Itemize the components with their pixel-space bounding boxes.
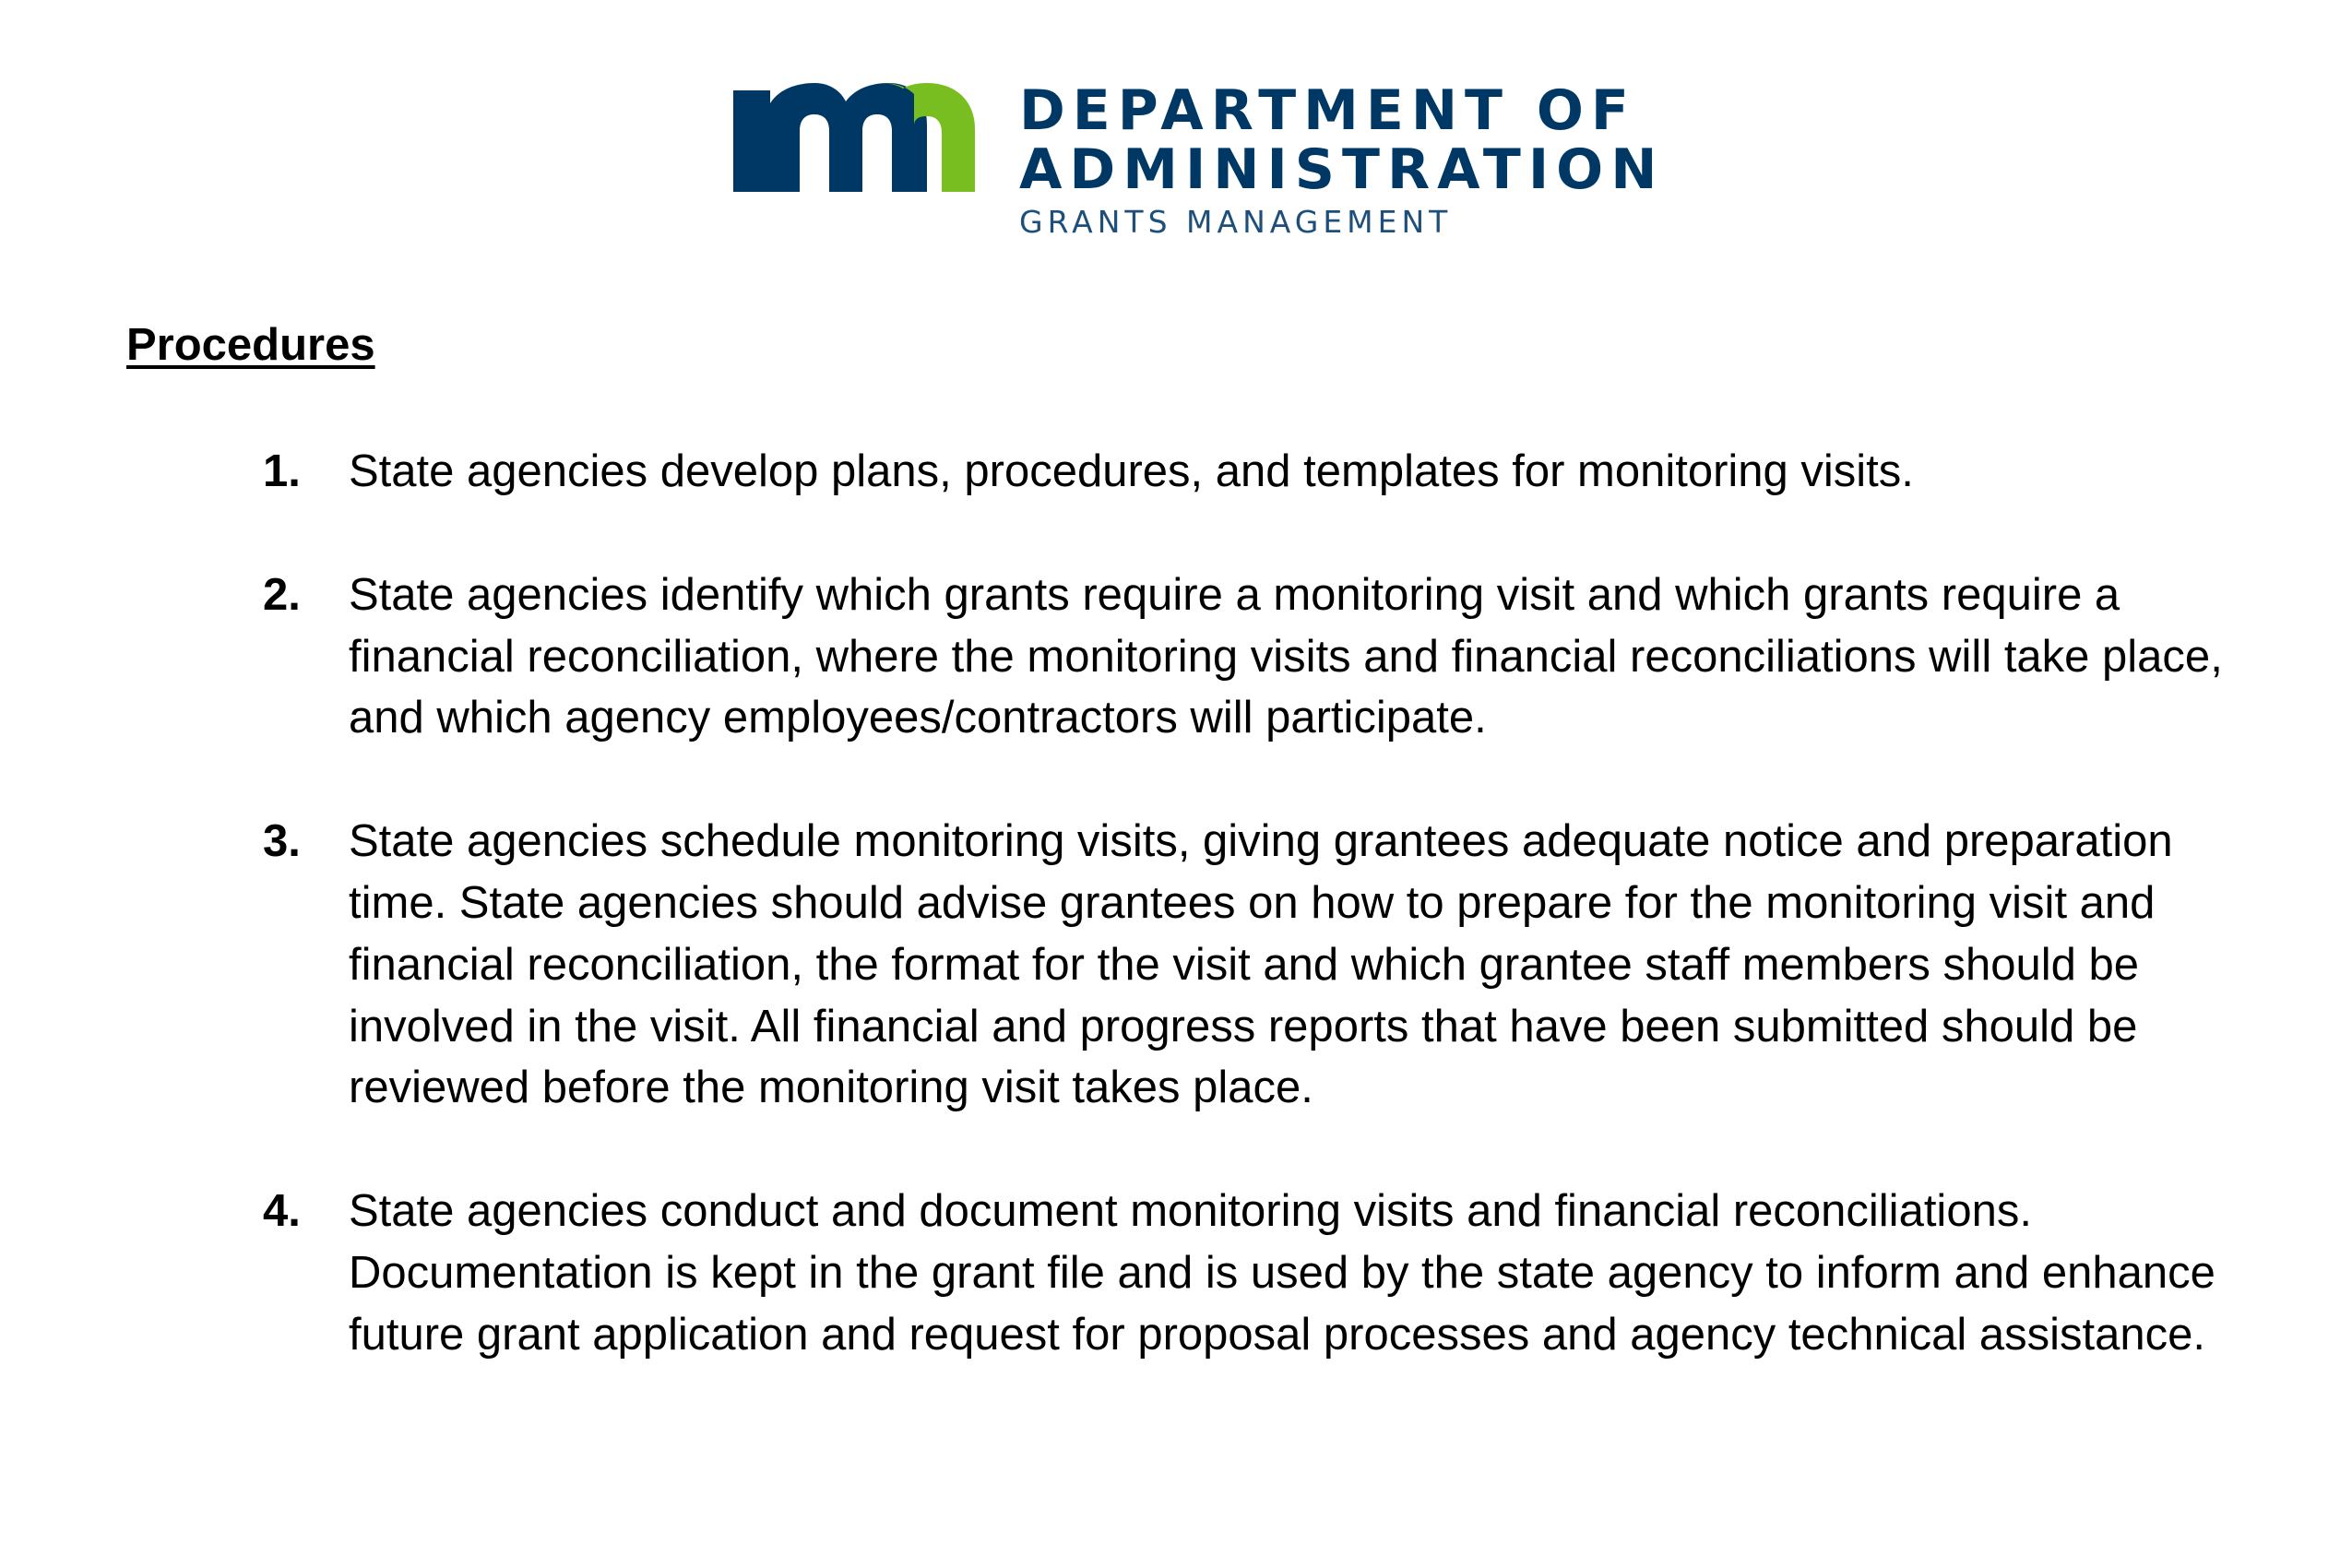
procedure-item-2 bbox=[263, 564, 2237, 749]
procedure-item-1 bbox=[263, 441, 2237, 503]
procedure-item-4 bbox=[263, 1181, 2237, 1365]
procedure-number: 4. bbox=[263, 1186, 301, 1237]
wordmark-line-administration: ADMINISTRATION bbox=[1019, 137, 1665, 202]
procedure-item-3 bbox=[263, 811, 2237, 1119]
wordmark-line-grants-management: GRANTS MANAGEMENT bbox=[1019, 204, 1453, 240]
procedure-text: State agencies develop plans, procedures, and templates for monitoring visits. bbox=[349, 446, 1914, 496]
section-heading: Procedures bbox=[126, 320, 375, 370]
wordmark-line-department: DEPARTMENT OF bbox=[1019, 78, 1636, 143]
procedure-text: State agencies schedule monitoring visits, giving grantees adequate notice and preparation time. State agencies should advise grantees on how to prepare for the monitoring visit and financial reconciliation, the format for the visit and which grantee staff members should be involved in the visit. All financial and progress reports that have been submitted should be reviewed before the monitoring visit takes place. bbox=[349, 816, 2173, 1113]
mn-logo-icon bbox=[733, 81, 982, 192]
procedure-text: State agencies conduct and document monitoring visits and financial reconciliations. Documentation is kept in the grant file and is used by the state agency to inform and enhance future grant application and request for proposal processes and agency technical assistance. bbox=[349, 1186, 2215, 1360]
procedure-number: 1. bbox=[263, 446, 301, 496]
procedure-number: 2. bbox=[263, 569, 301, 620]
logo-wordmark bbox=[1019, 78, 1665, 247]
logo-m-shape bbox=[733, 83, 927, 192]
procedure-list bbox=[263, 441, 2237, 1428]
procedure-text: State agencies identify which grants require a monitoring visit and which grants require a financial reconciliation, where the monitoring visits and financial reconciliations will take place, and which agency employees/contractors will participate. bbox=[349, 569, 2223, 743]
procedure-number: 3. bbox=[263, 816, 301, 867]
header-logo bbox=[733, 78, 1665, 247]
